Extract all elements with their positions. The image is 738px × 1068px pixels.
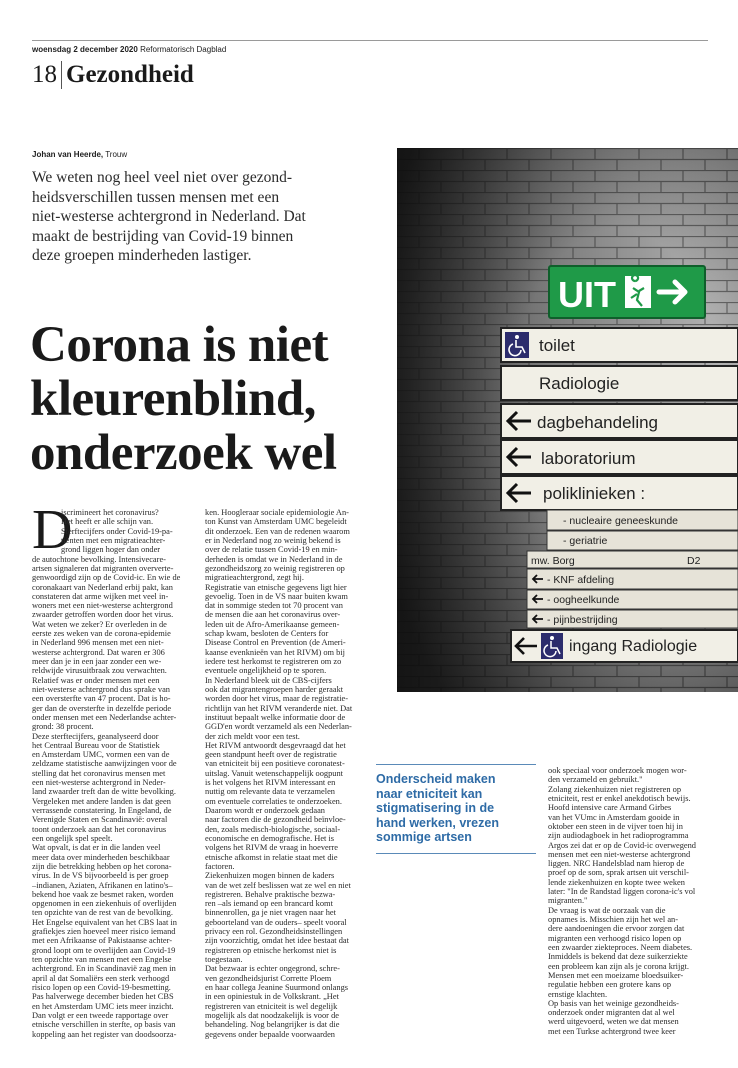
article-line: Dat bezwaar is echter ongegrond, schre- <box>205 964 340 974</box>
pull-quote-line: hand werken, vrezen <box>376 815 499 830</box>
article-line: Het heeft er alle schijn van. <box>61 517 154 527</box>
article-line: onderzoek onder migranten dat al wel <box>548 1008 675 1018</box>
article-column-3 <box>548 766 710 1036</box>
article-line: eventuele ongelijkheid op te sporen. <box>205 666 327 676</box>
article-line: bekend hoe vaak ze besmet raken, worden <box>32 889 174 899</box>
article-line: verrassende constatering. In Engeland, de <box>32 806 172 815</box>
article-line: worden door het virus, maar de registratie- <box>205 694 349 704</box>
headline <box>30 318 390 480</box>
article-line: geboorteland van de ouders– speelt vooral <box>205 917 347 927</box>
article-line: gezondheidszorg zo weinig registreren op <box>205 563 345 573</box>
pull-quote-rule <box>376 853 536 854</box>
article-line: land zwaarder treft dan de witte bevolking. <box>32 787 176 797</box>
sign-geriatrie: - geriatrie <box>563 535 608 547</box>
article-line: etniciteit, rest er enkel anekdotisch bewijs. <box>548 793 691 803</box>
article-line: toegestaan. <box>205 955 243 964</box>
article-line: migranten een verhoogd risico lopen op <box>548 933 682 943</box>
article-line: april al dat Somaliërs een sterk verhoogd <box>32 973 170 983</box>
sign-radiologie: Radiologie <box>539 374 620 393</box>
article-line: over de relatie tussen Covid-19 en min- <box>205 545 338 555</box>
exit-sign <box>549 266 705 318</box>
article-line: Inmiddels is bekend dat deze suikerziekte <box>548 952 688 962</box>
article-line: artsen signaleren dat migranten oververte- <box>32 563 174 573</box>
article-line: den verzameld en gebruikt." <box>548 775 643 785</box>
article-line: zijn audiodagboek in het radioprogramma <box>548 831 689 841</box>
sign-ingang-radiologie: ingang Radiologie <box>569 638 698 655</box>
article-line: Argos zei dat er op de Covid-ic overwegend <box>548 840 696 850</box>
article-line: ton Kunst van Amsterdam UMC begeleidt <box>205 517 347 527</box>
article-line: eerste zes weken van de corona-epidemie <box>32 629 171 639</box>
hospital-signs-photo <box>397 148 738 692</box>
article-line: registreren van etniciteit is wel degelijk <box>205 1001 338 1011</box>
article-line: Pas halverwege december bieden het CBS <box>32 992 174 1002</box>
article-line: naar factoren die de gezondheid beïnvloe- <box>205 815 346 825</box>
intro-line: deze groepen minderheden lastiger. <box>32 247 252 264</box>
intro-line: We weten nog heel veel niet over gezond- <box>32 169 292 186</box>
direction-signs <box>501 328 738 662</box>
newspaper-name: Reformatorisch Dagblad <box>140 45 227 54</box>
pull-quote-line: sommige artsen <box>376 830 472 844</box>
wheelchair-icon <box>541 633 563 659</box>
article-line: zwaarder getroffen worden door het virus. <box>32 610 174 620</box>
article-line: gevoelig. Toen in de VS naar buiten kwam <box>205 591 348 601</box>
sign-pijnbestrijding: - pijnbestrijding <box>547 614 618 626</box>
article-line: Mensen met een moeizame bloedsuiker- <box>548 970 684 980</box>
article-line: mogelijk als dat noodzakelijk is voor de <box>205 1010 339 1020</box>
article-line: dere aandoeningen die ervoor zorgen dat <box>548 924 685 934</box>
article-line: ven gezondheidsjurist Corrette Ploem <box>205 973 332 983</box>
article-line: regulatie hebben een grotere kans op <box>548 980 672 990</box>
article-line: toont onderzoek aan dat het coronavirus <box>32 824 167 834</box>
article-line: Sterftecijfers onder Covid-19-pa- <box>61 526 173 536</box>
article-line: een zwaarder ziekteproces. Neem diabetes. <box>548 942 693 952</box>
article-line: den, zoals medisch-biologische, sociaal- <box>205 824 341 834</box>
header-rule <box>32 40 708 41</box>
article-line: Deze sterftecijfers, geanalyseerd door <box>32 731 159 741</box>
article-line: lende ziekenhuizen en kopte twee weken <box>548 877 685 887</box>
article-line: Wat weten we zeker? Er overleden in de <box>32 619 167 629</box>
article-line: migranten." <box>548 896 588 906</box>
article-line: Het Engelse equivalent van het CBS laat in <box>32 917 177 927</box>
article-line: Hoofd intensive care Armand Girbes <box>548 803 672 813</box>
article-line: is het volgens het RIVM interessant en <box>205 778 336 788</box>
article-line: een probleem kan zijn als je corona krijgt. <box>548 961 689 971</box>
article-line: iscrimineert het coronavirus? <box>61 508 159 517</box>
article-line: Relatief was er onder mensen met een <box>32 675 160 685</box>
article-line: Ziekenhuizen mogen binnen de kaders <box>205 871 335 881</box>
intro-line: niet-westerse achtergrond in Nederland. Dat <box>32 208 306 225</box>
article-line: Verenigde Staten en Scandinavië: overal <box>32 815 168 825</box>
article-line: genwoordigd zijn op de Covid-ic. En wie de <box>32 573 181 583</box>
article-line: zijn die betrekking hebben op het corona- <box>32 861 172 871</box>
article-line: om eventuele correlaties te onderzoeken. <box>205 796 342 806</box>
article-column-1 <box>32 499 194 1039</box>
sign-borg: mw. Borg <box>531 555 575 567</box>
article-line: woners met een niet-westerse achtergrond <box>32 601 173 611</box>
article-line: instituut bepaalt welke informatie door de <box>205 712 346 722</box>
article-line: mensen met een niet-westerse achtergrond <box>548 849 691 859</box>
article-line: schap kwam, besloten de Centers for <box>205 629 329 639</box>
article-line: in Nederland 996 mensen met een niet- <box>32 638 164 648</box>
dateline <box>32 45 226 54</box>
article-line: reldwijde virusuitbraak zou verwachten. <box>32 666 167 676</box>
article-line: van etniciteit bij een positieve coronatest- <box>205 759 345 769</box>
article-line: proef op de som, sprak artsen uit verschil- <box>548 868 689 878</box>
article-line: richtlijn van het RIVM veranderde niet. Dat <box>205 703 353 713</box>
article-line: etnische afkomst in relatie staat met die <box>205 852 338 862</box>
sign-toilet: toilet <box>539 336 575 355</box>
article-line: ten opzichte van de rest van de bevolking. <box>32 908 173 918</box>
article-line: een oversterfte van 47 procent. Dat is ho- <box>32 694 171 704</box>
article-line: een niet-westerse achtergrond in Neder- <box>32 778 166 788</box>
article-line: de autochtone bevolking. Intensivecare- <box>32 554 166 564</box>
article-line: in een opiniestuk in de Volkskrant. „Het <box>205 992 339 1002</box>
article-line: grond: 38 procent. <box>32 722 94 732</box>
article-line: Vergeleken met andere landen is dat geen <box>32 796 171 806</box>
article-line: met een Turkse achtergrond twee keer <box>548 1026 676 1036</box>
article-line: opnames is. Misschien zijn het wel an- <box>548 915 679 924</box>
drop-cap: D <box>32 499 73 561</box>
article-line: van de wet zelf beslissen wat ze wel en niet <box>205 880 351 890</box>
article-line: Zolang ziekenhuizen niet registreren op <box>548 784 682 794</box>
sign-poliklinieken: poliklinieken : <box>543 484 646 503</box>
article-line: –indianen, Aziaten, Afrikanen en latino's– <box>32 880 173 890</box>
article-line: GGD'en wordt verzameld als een Nederlan- <box>205 722 352 732</box>
sign-dagbehandeling: dagbehandeling <box>537 413 659 432</box>
article-line: virus. In de VS bijvoorbeeld is per groep <box>32 871 169 881</box>
article-line: werd uitgevoerd, weten we dat mensen <box>548 1017 679 1027</box>
article-line: volgens het RIVM de vraag in hoeverre <box>205 843 339 853</box>
article-line: meer dan je in een jaar zonder een we- <box>32 657 162 666</box>
article-line: Disease Control en Prevention (de Ameri- <box>205 638 346 648</box>
article-line: migratieachtergrond, zegt hij. <box>205 573 304 583</box>
article-line: der zich meldt voor een test. <box>205 731 300 741</box>
article-line: uitslag. Vanuit wetenschappelijk oogpunt <box>205 768 344 778</box>
pull-quote-line: naar etniciteit kan <box>376 786 483 801</box>
pull-quote-text <box>376 765 536 845</box>
article-line: leden uit de Afro-Amerikaanse gemeen- <box>205 619 340 629</box>
article-line: Het RIVM antwoordt desgevraagd dat het <box>205 740 346 750</box>
article-column-2 <box>205 508 367 1039</box>
headline-line: onderzoek wel <box>30 425 337 481</box>
article-line: dat in sommige steden tot 70 procent van <box>205 601 343 611</box>
article-line: economische en demografische. Het is <box>205 833 335 843</box>
article-line: later: "In de Randstad liggen corona-ic's vol <box>548 887 696 897</box>
article-line: ook speciaal voor onderzoek mogen wor- <box>548 766 687 775</box>
article-line: zeldzame statistische aanwijzingen voor de <box>32 759 177 769</box>
article-line: ger dan de oversterfte in dezelfde periode <box>32 703 172 713</box>
article-line: meer data over minderheden beschikbaar <box>32 852 170 862</box>
article-line: nuttig om relevante data te verzamelen <box>205 787 335 797</box>
article-line: opgenomen in een ziekenhuis of overlijden <box>32 899 177 909</box>
article-line: ten opzichte van mensen met een Engelse <box>32 955 172 964</box>
article-line: liggen. NRC Handelsblad nam hierop de <box>548 859 685 869</box>
headline-line: Corona is niet <box>30 317 329 373</box>
article-line: westerse achtergrond. Dat waren er 306 <box>32 647 165 657</box>
article-line: registreren. Behalve praktische bezwa- <box>205 889 336 899</box>
article-line: Registratie van etnische gegevens ligt hier <box>205 582 347 592</box>
article-line: binnenrollen, ga je niet vragen naar het <box>205 908 336 918</box>
article-line: en haar collega Jeanine Suurmond onlangs <box>205 982 349 992</box>
article-line: kaanse evenknieën van het RIVM) om bij <box>205 647 346 657</box>
article-line: stelling dat het coronavirus mensen met <box>32 768 166 778</box>
article-line: niet-westerse achtergrond dus sprake van <box>32 684 170 694</box>
article-line: De vraag is wat de oorzaak van die <box>548 905 666 915</box>
sign-d2: D2 <box>687 555 701 567</box>
author-name: Johan van Heerde, <box>32 150 104 159</box>
article-line: ren –als iemand op een brancard komt <box>205 899 333 909</box>
sign-laboratorium: laboratorium <box>541 449 636 468</box>
byline <box>32 150 127 159</box>
article-line: geen standpunt heeft over de registratie <box>205 750 337 760</box>
pull-quote-line: Onderscheid maken <box>376 772 496 786</box>
article-line: het Centraal Bureau voor de Statistiek <box>32 740 160 750</box>
wheelchair-icon <box>505 332 529 358</box>
page-number: 18 <box>32 61 57 88</box>
article-line: gegevens onder bepaalde voorwaarden <box>205 1029 335 1039</box>
issue-date: woensdag 2 december 2020 <box>32 45 138 54</box>
article-line: koppeling aan het register van doodsoorza- <box>32 1029 177 1039</box>
sign-oogheelkunde: - oogheelkunde <box>547 594 620 606</box>
article-line: Wat opvalt, is dat er in die landen veel <box>32 843 161 853</box>
article-line: Daarom wordt er onderzoek gedaan <box>205 806 325 815</box>
intro-line: heidsverschillen tussen mensen met een <box>32 188 280 206</box>
article-line: van het VUmc in Amsterdam gooide in <box>548 812 680 822</box>
article-line: tiënten met een migratieachter- <box>61 535 166 545</box>
article-line: met een Afrikaanse of Pakistaanse achter- <box>32 936 173 946</box>
headline-line: kleurenblind, <box>30 371 316 427</box>
article-line: privacy een rol. Gezondheidsinstellingen <box>205 927 343 937</box>
article-line: derheden is omdat we in Nederland in de <box>205 554 343 564</box>
article-line: behandeling. Nog belangrijker is dat die <box>205 1020 340 1030</box>
article-line: achtergrond. En in Scandinavië zag men in <box>32 964 176 974</box>
article-line: coronakaart van Nederland erbij pakt, kan <box>32 582 173 592</box>
intro-line: maakt de bestrijding van Covid-19 binnen <box>32 227 294 245</box>
article-line: oktober een steen in de vijver toen hij in <box>548 821 683 831</box>
sign-nucleaire: - nucleaire geneeskunde <box>563 515 678 527</box>
section-header <box>32 58 194 92</box>
article-line: onder mensen met een Nederlandse achter- <box>32 712 177 722</box>
article-line: ook dat migrantengroepen harder geraakt <box>205 684 344 694</box>
article-line: grafiekjes zien hoeveel meer risico iemand <box>32 927 176 937</box>
article-line: grond loopt om te overlijden aan Covid-19 <box>32 945 176 955</box>
article-line: ken. Hoogleraar sociale epidemiologie An- <box>205 508 349 517</box>
section-divider <box>61 61 62 89</box>
article-line: Dan volgt er een tweede rapportage over <box>32 1010 169 1020</box>
intro-paragraph <box>32 168 384 266</box>
article-line: In Nederland bleek uit de CBS-cijfers <box>205 675 332 685</box>
article-line: dit onderzoek. Een van de redenen waarom <box>205 526 350 536</box>
article-line: er in Nederland nog zo weinig bekend is <box>205 535 341 545</box>
article-line: risico lopen op een Covid-19-besmetting. <box>32 982 171 992</box>
pull-quote-line: stigmatisering in de <box>376 801 495 815</box>
author-source: Trouw <box>105 150 128 159</box>
article-line: zijn voorzichtig, omdat het idee bestaat dat <box>205 936 349 946</box>
article-line: etnische verschillen in sterfte, op basis van <box>32 1020 176 1030</box>
article-line: ernstige klachten. <box>548 989 608 999</box>
article-line: grond liggen hoger dan onder <box>61 545 161 555</box>
article-line: de mensen die aan het coronavirus over- <box>205 610 341 620</box>
article-line: factoren. <box>205 861 235 871</box>
article-line: en het Amsterdam UMC iets meer inzicht. <box>32 1001 174 1011</box>
article-line: Op basis van het weinige gezondheids- <box>548 998 679 1008</box>
section-title: Gezondheid <box>66 61 194 88</box>
article-line: en Amsterdam UMC, vormen een van de <box>32 750 170 760</box>
article-line: registreren op etnische herkomst niet is <box>205 945 337 955</box>
article-line: iedere test herkomst te registreren om zo <box>205 657 342 666</box>
sign-knf: - KNF afdeling <box>547 574 615 586</box>
pull-quote <box>376 764 536 854</box>
exit-label: UIT <box>558 274 616 315</box>
article-line: constateren dat arme wijken met veel in- <box>32 591 169 601</box>
article-line: een ongelijk spel speelt. <box>32 833 113 843</box>
